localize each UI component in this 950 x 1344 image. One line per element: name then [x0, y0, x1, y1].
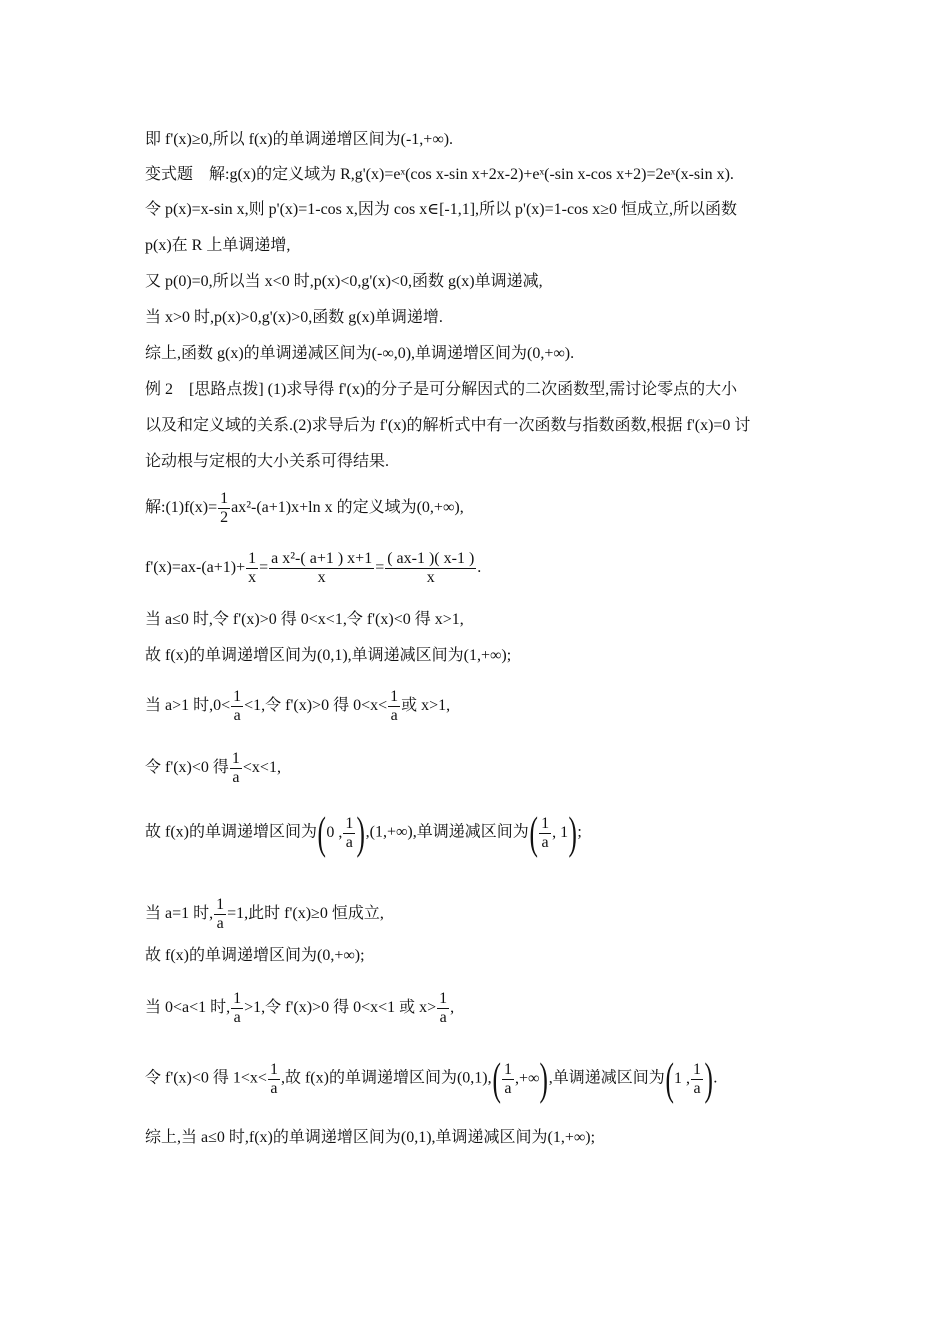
fraction-numerator: ( ax-1 )( x-1 ): [387, 550, 475, 567]
eq2-post: .: [477, 559, 482, 577]
right-paren: ): [539, 1053, 549, 1104]
left-paren: (: [665, 1053, 674, 1104]
fraction-denominator: a: [693, 1079, 701, 1097]
fraction-denominator: x: [426, 569, 435, 586]
eq8-mid: ,故 f(x)的单调递增区间为(0,1),: [280, 1069, 492, 1087]
eq2-pre: f'(x)=ax-(a+1)+: [145, 559, 246, 577]
fraction-1-over-a: [539, 815, 551, 852]
eq1-pre: 解:(1)f(x)=: [145, 499, 218, 517]
fraction-numerator: 1: [248, 550, 257, 567]
fraction-1-over-a: [691, 1061, 703, 1098]
right-paren: ): [568, 807, 577, 858]
fraction-numerator: 1: [233, 990, 242, 1007]
eq4-pre: 令 f'(x)<0 得: [145, 759, 229, 777]
eq5-pre: 故 f(x)的单调递增区间为: [145, 823, 317, 841]
eq4-post: <x<1,: [242, 759, 281, 777]
fraction-denominator: x: [317, 569, 326, 586]
fraction-1-over-a: [502, 1061, 514, 1098]
fraction-denominator: a: [390, 707, 398, 724]
eq8-pre: 令 f'(x)<0 得 1<x<: [145, 1069, 267, 1087]
eq7-mid: >1,令 f'(x)>0 得 0<x<1 或 x>: [244, 999, 437, 1017]
eq8-post: .: [713, 1069, 718, 1087]
eq3-pre: 当 a>1 时,0<: [145, 697, 231, 715]
fraction-denominator: a: [541, 833, 549, 851]
fraction-numerator: 1: [233, 688, 242, 705]
equation-intervals-a-gt-1: [145, 807, 825, 858]
interval-right-endpoint: , 1: [552, 824, 569, 841]
fraction-denominator: a: [232, 769, 240, 786]
text-line-5: 又 p(0)=0,所以当 x<0 时,p(x)<0,g'(x)<0,函数 g(x)单调递减,: [145, 273, 543, 290]
text-line-6: 当 x>0 时,p(x)>0,g'(x)>0,函数 g(x)单调递增.: [145, 309, 443, 326]
text-line-14: 故 f(x)的单调递增区间为(0,1),单调递减区间为(1,+∞);: [145, 647, 512, 664]
interval-right-endpoint: ,+∞: [514, 1070, 540, 1087]
right-paren: ): [704, 1053, 713, 1104]
fraction-half: [218, 490, 230, 527]
equals-sign: =: [259, 559, 269, 577]
fraction-1-over-a: [214, 896, 226, 933]
fraction-denominator: a: [216, 915, 224, 932]
eq3-post: 或 x>1,: [401, 697, 451, 715]
fraction-denominator: a: [504, 1079, 512, 1097]
fraction-denominator: a: [345, 833, 353, 851]
fraction-denominator: x: [248, 569, 257, 586]
text-line-13: 当 a≤0 时,令 f'(x)>0 得 0<x<1,令 f'(x)<0 得 x>1,: [145, 611, 464, 628]
text-line-19: 故 f(x)的单调递增区间为(0,+∞);: [145, 947, 365, 964]
fraction-1-over-x: [246, 550, 258, 587]
text-line-10: 论动根与定根的大小关系可得结果.: [145, 453, 390, 470]
fraction-1-over-a: [230, 750, 242, 787]
text-line-2: 变式题 解:g(x)的定义域为 R,g'(x)=eˣ(cos x-sin x+2x-2)+eˣ(-sin x-cos x+2)=2eˣ(x-sin x).: [145, 166, 734, 183]
eq1-post: ax²-(a+1)x+ln x 的定义域为(0,+∞),: [231, 499, 464, 517]
fraction-numerator: 1: [231, 750, 240, 767]
left-paren: (: [529, 807, 538, 858]
eq3-mid: <1,令 f'(x)>0 得 0<x<: [244, 697, 388, 715]
fraction-numerator: a x²-( a+1 ) x+1: [271, 550, 373, 567]
fraction-numerator: 1: [269, 1060, 278, 1078]
fraction-denominator: a: [439, 1009, 447, 1026]
fraction-denominator: a: [233, 1009, 241, 1026]
text-line-8: 例 2 [思路点拨] (1)求导得 f'(x)的分子是可分解因式的二次函数型,需讨论零点的大小: [145, 381, 738, 398]
fraction-1-over-a: [343, 815, 355, 852]
fraction-1-over-a: [231, 990, 243, 1027]
text-line-3: 令 p(x)=x-sin x,则 p'(x)=1-cos x,因为 cos x∈[-1,1],所以 p'(x)=1-cos x≥0 恒成立,所以函数: [145, 201, 738, 218]
fraction-numerator: 1: [439, 990, 448, 1007]
eq5-post: ;: [577, 823, 582, 841]
fraction-1-over-a: [437, 990, 449, 1027]
equation-intervals-a-between: [145, 1053, 825, 1104]
fraction-numerator: 1: [503, 1060, 512, 1078]
fraction-1-over-a: [388, 688, 400, 725]
equation-case-a-gt-1: [145, 688, 825, 725]
fraction-quadratic: [269, 550, 374, 587]
equation-decreasing-condition: [145, 750, 825, 787]
fraction-denominator: 2: [220, 509, 229, 526]
eq5-mid: ,(1,+∞),单调递减区间为: [365, 823, 529, 841]
eq7-pre: 当 0<a<1 时,: [145, 999, 231, 1017]
equation-derivative: [145, 550, 825, 587]
eq7-post: ,: [450, 999, 455, 1017]
interval-left-endpoint: 1 ,: [674, 1070, 691, 1087]
fraction-factored: [385, 550, 476, 587]
fraction-numerator: 1: [216, 896, 225, 913]
equation-domain: [145, 490, 825, 527]
fraction-numerator: 1: [345, 814, 354, 832]
equation-case-a-eq-1: [145, 896, 825, 933]
fraction-1-over-a: [268, 1061, 280, 1098]
text-line-1: 即 f'(x)≥0,所以 f(x)的单调递增区间为(-1,+∞).: [145, 131, 454, 148]
equals-sign: =: [375, 559, 385, 577]
fraction-numerator: 1: [541, 814, 550, 832]
fraction-1-over-a: [231, 688, 243, 725]
fraction-denominator: a: [270, 1079, 278, 1097]
interval-left-endpoint: 0 ,: [326, 824, 343, 841]
equation-case-a-between: [145, 990, 825, 1027]
eq6-post: =1,此时 f'(x)≥0 恒成立,: [227, 905, 384, 923]
fraction-numerator: 1: [390, 688, 399, 705]
left-paren: (: [317, 807, 326, 858]
text-line-9: 以及和定义域的关系.(2)求导后为 f'(x)的解析式中有一次函数与指数函数,根据 f'(x)=0 讨: [145, 417, 751, 434]
fraction-numerator: 1: [693, 1060, 702, 1078]
fraction-numerator: 1: [220, 490, 229, 507]
fraction-denominator: a: [233, 707, 241, 724]
text-line-7: 综上,函数 g(x)的单调递减区间为(-∞,0),单调递增区间为(0,+∞).: [145, 345, 575, 362]
left-paren: (: [492, 1053, 501, 1104]
eq6-pre: 当 a=1 时,: [145, 905, 214, 923]
text-line-22: 综上,当 a≤0 时,f(x)的单调递增区间为(0,1),单调递减区间为(1,+∞);: [145, 1129, 596, 1146]
right-paren: ): [356, 807, 366, 858]
text-line-4: p(x)在 R 上单调递增,: [145, 237, 291, 254]
eq8-mid2: ,单调递减区间为: [548, 1069, 665, 1087]
